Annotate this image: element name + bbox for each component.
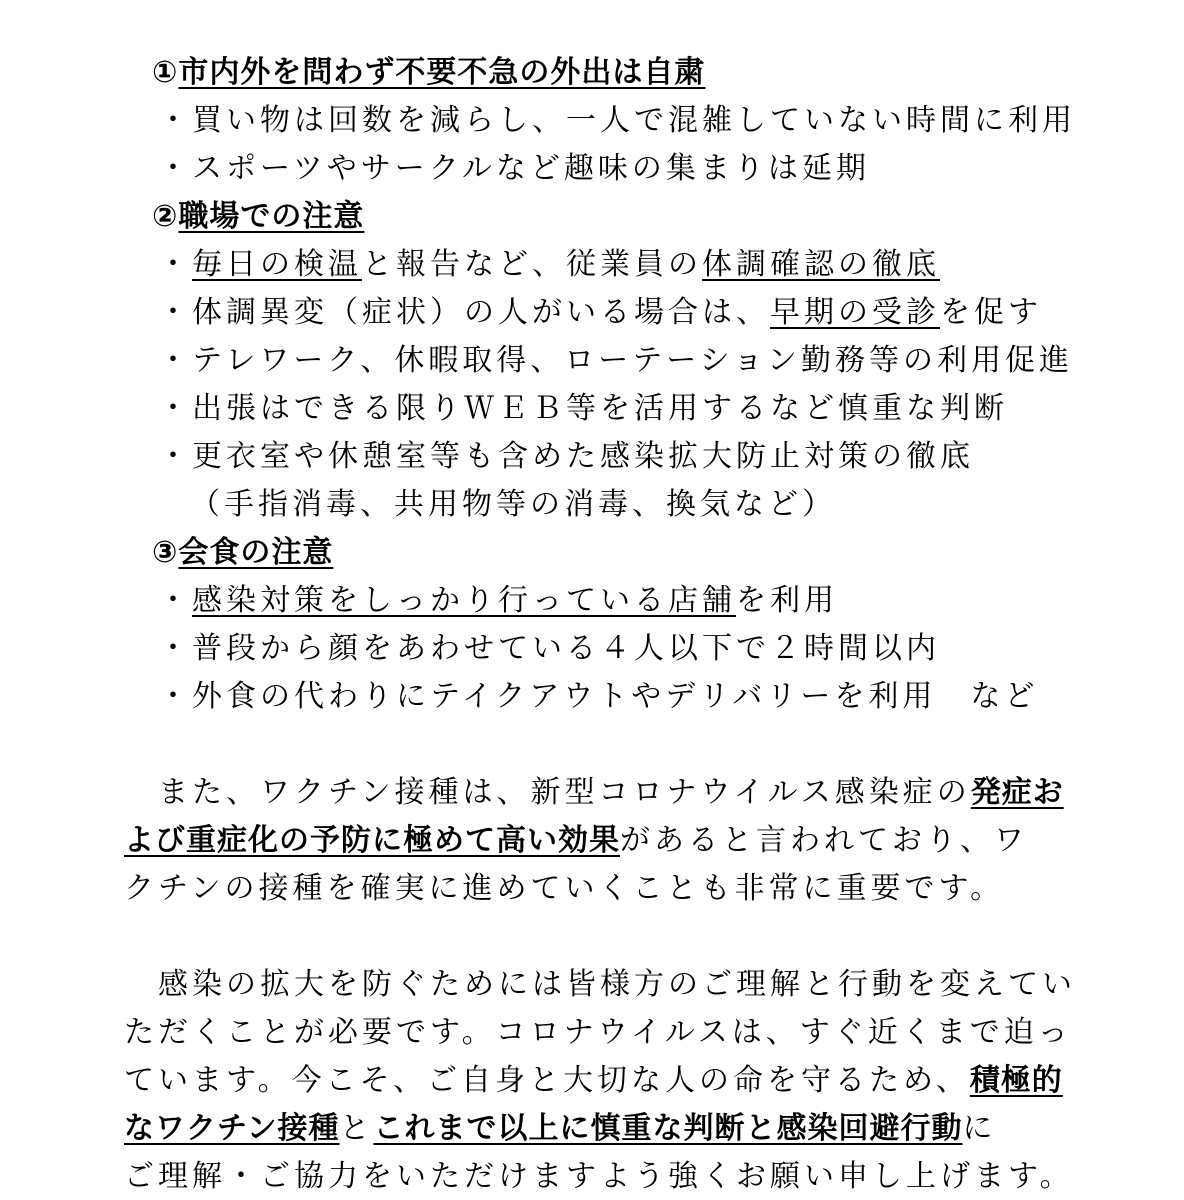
bold-underlined-text: 発症お (970, 775, 1064, 810)
underlined-text: 体調確認の徹底 (702, 247, 940, 282)
section2-item-3: ・テレワーク、休暇取得、ローテーション勤務等の利用促進 (158, 343, 1073, 378)
section1-item-1: ・買い物は回数を減らし、一人で混雑していない時間に利用 (158, 103, 1076, 138)
section3-item-3: ・外食の代わりにテイクアウトやデリバリーを利用 など (158, 679, 1039, 714)
bold-underlined-text: これまで以上に慎重な判断と感染回避行動 (373, 1111, 963, 1146)
section3-heading (152, 530, 333, 576)
bullet: ・ (158, 583, 192, 618)
plain-text: を利用 (736, 583, 838, 618)
section2-item-1 (158, 242, 940, 288)
plain-text: に (962, 1111, 997, 1146)
bold-underlined-text: なワクチン接種 (124, 1111, 340, 1146)
section1-heading-text: 市内外を問わず不要不急の外出は自粛 (178, 55, 706, 90)
para2-line-4 (124, 1106, 997, 1152)
section2-item-4: ・出張はできる限りＷＥＢ等を活用するなど慎重な判断 (158, 391, 1008, 426)
plain-text: また、ワクチン接種は、新型コロナウイルス感染症の (124, 775, 971, 810)
underlined-text: 早期の受診 (770, 295, 940, 330)
para1-line-1 (124, 770, 1064, 816)
bold-underlined-text: よび重症化の予防に極めて高い効果 (124, 823, 620, 858)
section1-heading-number: ① (152, 55, 179, 90)
section3-item-1 (158, 578, 838, 624)
plain-text: と報告など、従業員の (362, 247, 702, 282)
plain-text: と (339, 1111, 374, 1146)
para2-line-5: ご理解・ご協力をいただけますよう強くお願い申し上げます。 (124, 1159, 1074, 1194)
plain-text: ・体調異変（症状）の人がいる場合は、 (158, 295, 770, 330)
section1-heading (152, 50, 705, 96)
section2-item-5: ・更衣室や休憩室等も含めた感染拡大防止対策の徹底 (158, 439, 974, 474)
section3-heading-number: ③ (152, 535, 179, 570)
section2-item-2 (158, 290, 1042, 336)
plain-text: を促す (940, 295, 1042, 330)
para1-line-3: クチンの接種を確実に進めていくことも非常に重要です。 (124, 871, 1005, 906)
bullet: ・ (158, 247, 192, 282)
section2-heading (152, 194, 364, 240)
plain-text: があると言われており、ワ (620, 823, 1028, 858)
para2-line-2: ただくことが必要です。コロナウイルスは、すぐ近くまで迫っ (124, 1015, 1072, 1050)
underlined-text: 感染対策をしっかり行っている店舗 (192, 583, 736, 618)
section2-heading-number: ② (152, 199, 179, 234)
section3-item-2: ・普段から顔をあわせている４人以下で２時間以内 (158, 631, 940, 666)
section2-heading-text: 職場での注意 (178, 199, 365, 234)
para2-line-3 (124, 1058, 1063, 1104)
section2-item-5-continuation: （手指消毒、共用物等の消毒、換気など） (190, 487, 836, 522)
section3-heading-text: 会食の注意 (178, 535, 334, 570)
para1-line-2 (124, 818, 1028, 864)
section1-item-2: ・スポーツやサークルなど趣味の集まりは延期 (158, 151, 870, 186)
underlined-text: 毎日の検温 (192, 247, 362, 282)
plain-text: ています。今こそ、ご自身と大切な人の命を守るため、 (124, 1063, 970, 1098)
bold-underlined-text: 積極的 (969, 1063, 1063, 1098)
para2-line-1: 感染の拡大を防ぐためには皆様方のご理解と行動を変えてい (124, 967, 1076, 1002)
